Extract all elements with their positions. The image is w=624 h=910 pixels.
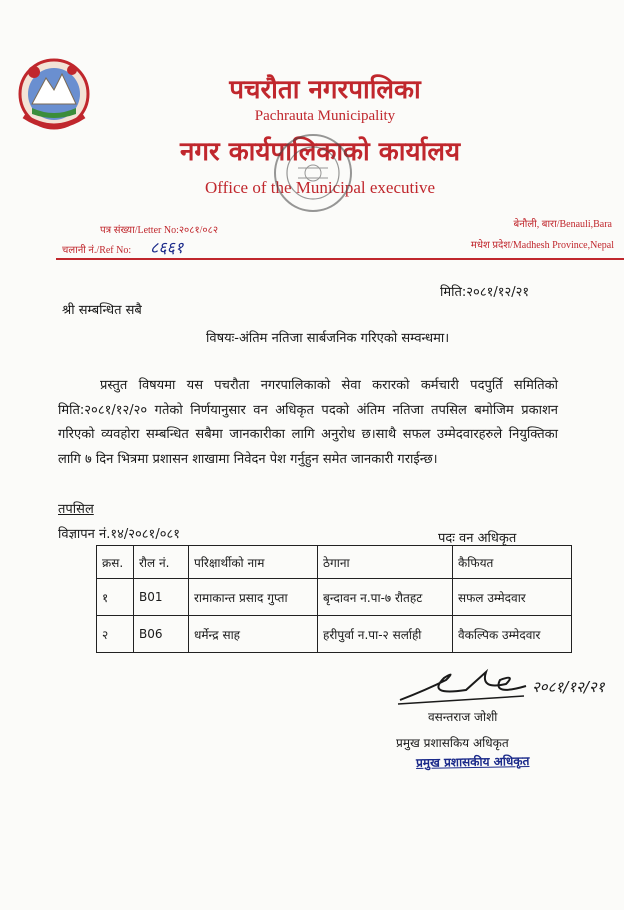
address-line-1: बेनौली, बारा/Benauli,Bara [513,219,612,230]
header-divider [56,258,624,260]
body-paragraph: प्रस्तुत विषयमा यस पचरौता नगरपालिकाको सेवा करारको कर्मचारी पदपुर्ति समितिको मिति:२०८१/१२/२० गतेको निर्णयानुसार वन अधिकृत पदको अंतिम नतिजा तपसिल बमोजिम प्रकाशन गरिएको व्यवहोरा सम्बन्धित सबैमा जानकारीका लागि अनुरोध छ।साथै सफल उम्मेदवारहरुले नियुक्तिका लागि ७ दिन भित्रमा प्रशासन शाखामा निवेदन पेश गर्नुहुन समेत जानकारी गराईन्छ। [58,378,558,467]
results-table [96,545,572,653]
municipality-name-np: पचरौता नगरपालिका [229,75,421,105]
ref-number-value: ८६६१ [150,238,184,257]
header-cell: रौल नं. [134,546,189,579]
table-header-row [97,546,572,579]
handwritten-signature [396,660,616,708]
signature-date: २०८१/१२/२१ [532,678,605,696]
table-cell: सफल उम्मेदवार [453,579,572,616]
office-name-en: Office of the Municipal executive [204,178,436,197]
office-name-np: नगर कार्यपालिकाको कार्यालय [179,137,461,167]
table-cell: वैकल्पिक उम्मेदवार [453,616,572,653]
header-cell: क्रस. [97,546,134,579]
table-cell: १ [97,579,134,616]
table-row [97,616,572,653]
advertisement-number: विज्ञापन नं.१४/२०८१/०८१ [58,527,180,542]
designation-stamp: प्रमुख प्रशासकीय अधिकृत [415,754,530,770]
header-cell: कैफियत [453,546,572,579]
table-cell: B01 [134,579,189,616]
subject-line: विषयः-अंतिम नतिजा सार्बजनिक गरिएको सम्वन्धमा। [206,331,450,346]
table-cell: हरीपुर्वा न.पा-२ सर्लाही [318,616,453,653]
municipality-name-en: Pachrauta Municipality [254,108,396,124]
tapasil-heading: तपसिल [58,502,94,517]
nepal-emblem-icon [14,52,94,132]
office-seal-icon [268,128,358,218]
table-row [97,579,572,616]
post-name: पदः वन अधिकृत [438,531,517,546]
letter-date: मिति:२०८१/१२/२१ [440,285,530,300]
signatory-name: वसन्तराज जोशी [428,710,498,724]
header-cell: परिक्षार्थीको नाम [189,546,318,579]
ref-number-label: चलानी नं./Ref No: [62,245,132,256]
table-cell: २ [97,616,134,653]
recipient: श्री सम्बन्धित सबै [62,303,142,318]
signatory-title: प्रमुख प्रशासकिय अधिकृत [396,736,509,750]
table-cell: रामाकान्त प्रसाद गुप्ता [189,579,318,616]
table-cell: धर्मेन्द्र साह [189,616,318,653]
table-cell: B06 [134,616,189,653]
letter-number: पत्र संख्या/Letter No:२०८१/०८२ [100,225,219,236]
header-cell: ठेगाना [318,546,453,579]
table-cell: बृन्दावन न.पा-७ रौतहट [318,579,453,616]
address-line-2: मधेश प्रदेश/Madhesh Province,Nepal [470,240,614,251]
